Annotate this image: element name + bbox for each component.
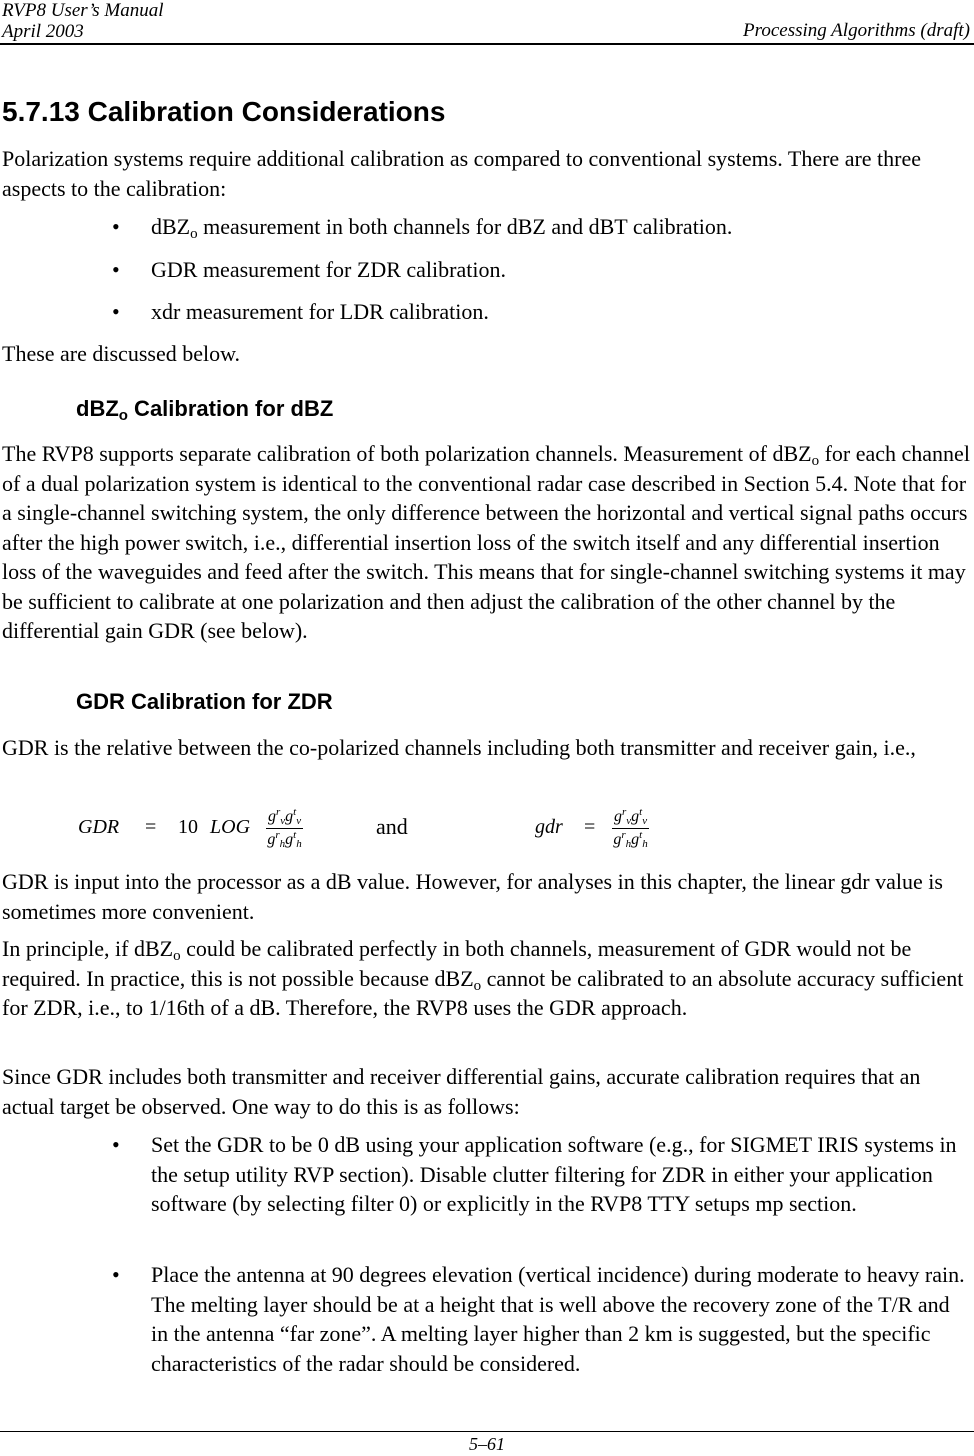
list-item [112,1260,970,1378]
discussed-paragraph: These are discussed below. [2,341,241,366]
eq-equals-1: = [145,816,157,838]
eq-coefficient: 10 [178,816,198,838]
gdr-paragraph-1: GDR is the relative between the co-polarized channels including both transmitter and receiver gain, i.e., [2,735,916,760]
chapter-title: Processing Algorithms (draft) [743,20,970,41]
bullet-icon: • [112,1262,120,1287]
list-item [112,212,970,242]
gdr-equation [0,806,974,858]
list-item-text: Place the antenna at 90 degrees elevation (vertical incidence) during moderate to heavy rain. The melting layer should be at a height that is well above the recovery zone of the T/R and in the antenna “far zone”. A melting layer higher than 2 km is suggested, but the specific characteristics of the radar should be considered. [151,1262,965,1376]
eq-lhs-gdr: GDR [78,816,120,838]
list-item [112,255,970,285]
bullet-icon: • [112,1132,120,1157]
gdr-paragraph-4: Since GDR includes both transmitter and receiver differential gains, accurate calibration requires that an actual target be observed. One way to do this is as follows: [2,1064,921,1119]
running-header-left [2,0,164,42]
page-number: 5–61 [469,1434,505,1454]
manual-title: RVP8 User’s Manual [2,0,164,21]
gdr-paragraph-2: GDR is input into the processor as a dB value. However, for analyses in this chapter, the linear gdr value is sometimes more convenient. [2,869,943,924]
bullet-icon: • [112,214,120,239]
gdr-heading: GDR Calibration for ZDR [76,689,333,714]
list-item [112,297,970,327]
eq-equals-2: = [584,816,596,838]
footer-rule [0,1431,974,1432]
bullet-icon: • [112,299,120,324]
eq-fraction-2: $g^r_vg^t_v$ $g^r_hg^t_h$ [613,806,648,850]
header-rule [0,43,974,45]
list-item-text: GDR measurement for ZDR calibration. [151,257,506,282]
eq-lhs-gdr-linear: gdr [535,816,563,838]
list-item-text: xdr measurement for LDR calibration. [151,299,489,324]
dbzo-heading: dBZ$_o$ Calibration for dBZ [76,396,334,424]
section-title: 5.7.13 Calibration Considerations [2,96,446,127]
dbzo-paragraph: The RVP8 supports separate calibration of both polarization channels. Measurement of dBZ$_o$ for each channel of a dual polarization system is identical to the conventional radar case described in Section 5.4. Note that for a single-channel switching system, the only difference between the horizontal and vertical signal paths occurs after the high power switch, i.e., differential insertion loss of the switch itself and any differential insertion loss of the waveguides and feed after the switch. This means that for single-channel switching systems it may be sufficient to calibrate at one polarization and then adjust the calibration of the other channel by the differential gain GDR (see below). [2,441,970,643]
eq-and: and [376,814,408,839]
header-date: April 2003 [2,21,84,42]
bullet-icon: • [112,257,120,282]
list-item-text: dBZ$_o$ measurement in both channels for dBZ and dBT calibration. [151,214,733,242]
gdr-paragraph-3: In principle, if dBZ$_o$ could be calibrated perfectly in both channels, measurement of GDR would not be required. In practice, this is not possible because dBZ$_o$ cannot be calibrated to an absolute accuracy sufficient for ZDR, i.e., to 1/16th of a dB. Therefore, the RVP8 uses the GDR approach. [2,936,964,1020]
eq-fraction-1: $g^r_vg^t_v$ $g^r_hg^t_h$ [267,806,302,850]
list-item [112,1130,970,1219]
intro-paragraph: Polarization systems require additional calibration as compared to conventional systems. There are three aspects to the calibration: [2,146,922,201]
list-item-text: Set the GDR to be 0 dB using your application software (e.g., for SIGMET IRIS systems in the setup utility RVP section). Disable clutter filtering for ZDR in either your application software (by selecting filter 0) or explicitly in the RVP8 TTY setups mp section. [151,1132,957,1216]
eq-log: LOG [210,816,251,838]
